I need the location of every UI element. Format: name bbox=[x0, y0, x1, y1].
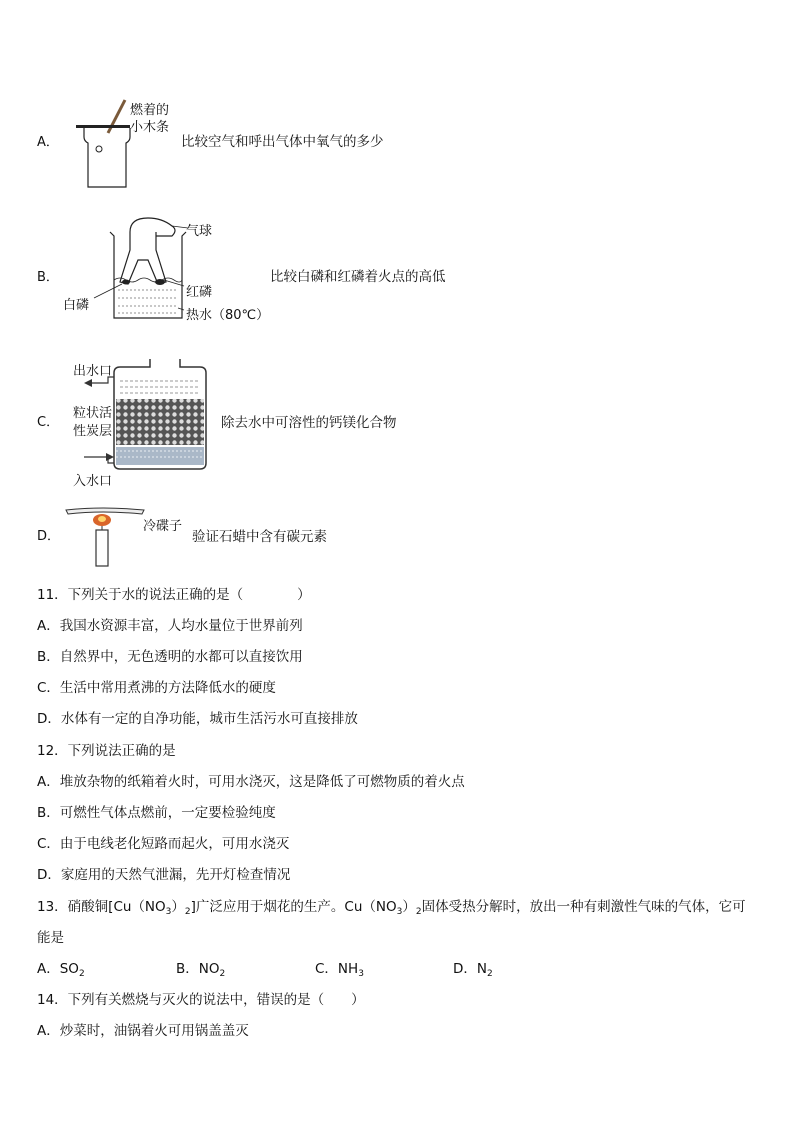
q13-stem-line2: 能是 bbox=[37, 930, 64, 946]
q11-option-b: B．自然界中，无色透明的水都可以直接饮用 bbox=[37, 649, 303, 665]
q13-option-b: B．$NO_2$ bbox=[176, 961, 226, 979]
option-a-letter: A． bbox=[37, 135, 59, 150]
label-hot-water: 热水（80℃） bbox=[186, 308, 270, 323]
q12-stem: 12．下列说法正确的是 bbox=[37, 743, 176, 759]
option-b-caption: 比较白磷和红磷着火点的高低 bbox=[270, 269, 446, 285]
option-c-letter: C． bbox=[37, 415, 60, 430]
label-activated-carbon-1: 粒状活 bbox=[73, 406, 113, 421]
label-cold-plate: 冷碟子 bbox=[143, 519, 183, 534]
q12-option-d: D．家庭用的天然气泄漏，先开灯检查情况 bbox=[37, 867, 291, 883]
q12-option-b: B．可燃性气体点燃前，一定要检验纯度 bbox=[37, 805, 276, 821]
label-burning: 燃着的 bbox=[130, 103, 170, 118]
q14-option-a: A．炒菜时，油锅着火可用锅盖盖灭 bbox=[37, 1023, 249, 1039]
label-wood-stick: 小木条 bbox=[130, 120, 170, 135]
q11-option-d: D．水体有一定的自净功能，城市生活污水可直接排放 bbox=[37, 711, 358, 727]
q11-option-a: A．我国水资源丰富，人均水量位于世界前列 bbox=[37, 618, 303, 634]
q13-option-a: A．$SO_2$ bbox=[37, 961, 85, 979]
q12-option-a: A．堆放杂物的纸箱着火时，可用水浇灭，这是降低了可燃物质的着火点 bbox=[37, 774, 465, 790]
label-water-inlet: 入水口 bbox=[73, 474, 113, 489]
label-balloon: 气球 bbox=[186, 224, 213, 239]
q11-option-c: C．生活中常用煮沸的方法降低水的硬度 bbox=[37, 680, 276, 696]
option-b-letter: B． bbox=[37, 270, 59, 285]
option-a-caption: 比较空气和呼出气体中氧气的多少 bbox=[181, 134, 384, 150]
label-white-phosphorus: 白磷 bbox=[63, 298, 90, 313]
q14-stem: 14．下列有关燃烧与灭火的说法中，错误的是（ ） bbox=[37, 992, 365, 1008]
option-c-caption: 除去水中可溶性的钙镁化合物 bbox=[221, 415, 397, 431]
candle-plate-figure bbox=[62, 502, 152, 572]
label-activated-carbon-2: 性炭层 bbox=[73, 424, 113, 439]
label-water-outlet: 出水口 bbox=[73, 364, 113, 379]
q13-option-d: D．$N_2$ bbox=[453, 961, 493, 979]
option-d-caption: 验证石蜡中含有碳元素 bbox=[192, 529, 327, 545]
q12-option-c: C．由于电线老化短路而起火，可用水浇灭 bbox=[37, 836, 290, 852]
option-d-letter: D． bbox=[37, 529, 61, 544]
label-red-phosphorus: 红磷 bbox=[186, 285, 213, 300]
q13-stem: 13．硝酸铜$[Cu(NO_3)_2]$广泛应用于烟花的生产。$Cu(NO_3)_2$固体受热分解时，放出一种有刺激性气味的气体，它可 bbox=[37, 899, 746, 917]
q11-stem: 11．下列关于水的说法正确的是（ ） bbox=[37, 587, 311, 603]
q13-option-c: C．$NH_3$ bbox=[315, 961, 364, 979]
